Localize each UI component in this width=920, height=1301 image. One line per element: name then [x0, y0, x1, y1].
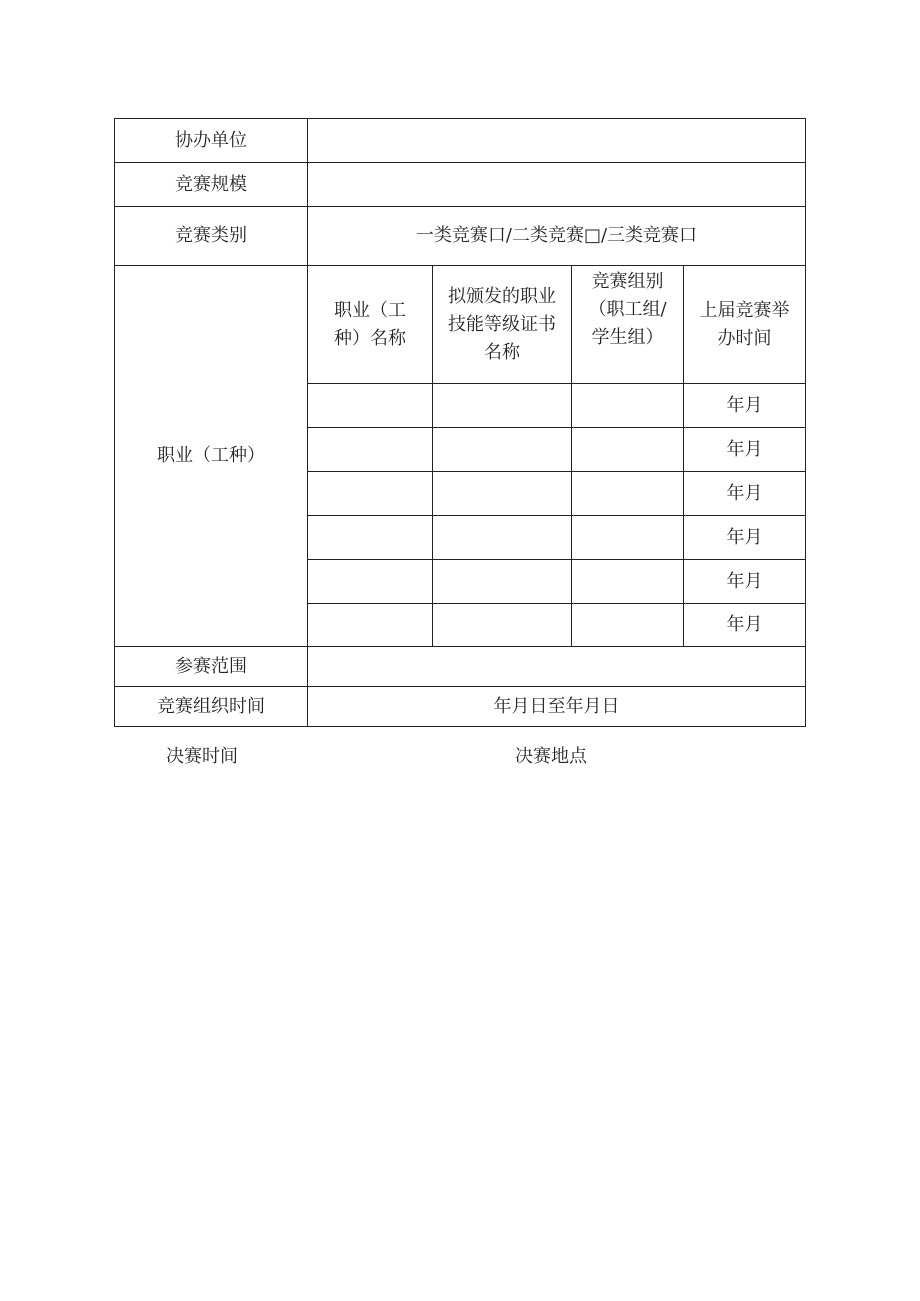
- header-line: 拟颁发的职业: [448, 285, 556, 307]
- last-time-cell[interactable]: 年月: [684, 604, 806, 647]
- certificate-cell[interactable]: [433, 560, 572, 604]
- header-line: 办时间: [717, 327, 772, 349]
- group-cell[interactable]: [572, 472, 684, 516]
- header-occupation-name: [308, 266, 433, 384]
- header-last-competition-time: [684, 266, 806, 384]
- certificate-cell[interactable]: [433, 516, 572, 560]
- last-time-cell[interactable]: 年月: [684, 560, 806, 604]
- co-organizer-label: 协办单位: [115, 119, 308, 163]
- organize-time-field[interactable]: 年月日至年月日: [308, 687, 806, 727]
- occupation-name-cell[interactable]: [308, 472, 433, 516]
- category-row: [115, 207, 806, 266]
- co-organizer-field[interactable]: [308, 119, 806, 163]
- header-line: 名称: [484, 341, 520, 363]
- group-cell[interactable]: [572, 428, 684, 472]
- competition-form-table: [114, 118, 806, 727]
- certificate-cell[interactable]: [433, 384, 572, 428]
- occupation-name-cell[interactable]: [308, 384, 433, 428]
- occupation-name-cell[interactable]: [308, 516, 433, 560]
- final-time-label: 决赛时间: [166, 746, 238, 767]
- last-time-cell[interactable]: 年月: [684, 516, 806, 560]
- header-line: （职工组/: [588, 299, 667, 320]
- scale-row: [115, 163, 806, 207]
- scope-label: 参赛范围: [115, 647, 308, 687]
- header-certificate-name: [433, 266, 572, 384]
- scope-row: [115, 647, 806, 687]
- header-competition-group: [572, 266, 684, 384]
- group-cell[interactable]: [572, 560, 684, 604]
- scale-label: 竞赛规模: [115, 163, 308, 207]
- header-line: 技能等级证书: [448, 313, 556, 335]
- occupation-name-cell[interactable]: [308, 604, 433, 647]
- header-line: 上届竞赛举: [699, 299, 790, 321]
- certificate-cell[interactable]: [433, 604, 572, 647]
- header-line: 竞赛组别: [591, 271, 664, 292]
- final-place-label: 决赛地点: [515, 746, 587, 767]
- header-line: 学生组）: [591, 327, 664, 348]
- header-line: 职业（工: [334, 299, 406, 321]
- group-cell[interactable]: [572, 384, 684, 428]
- header-line: 种）名称: [334, 327, 406, 349]
- occupation-name-cell[interactable]: [308, 428, 433, 472]
- co-organizer-row: [115, 119, 806, 163]
- organize-time-row: [115, 687, 806, 727]
- last-time-cell[interactable]: 年月: [684, 384, 806, 428]
- occupation-label: 职业（工种）: [115, 266, 308, 647]
- scale-field[interactable]: [308, 163, 806, 207]
- category-label: 竞赛类别: [115, 207, 308, 266]
- organize-time-label: 竞赛组织时间: [115, 687, 308, 727]
- certificate-cell[interactable]: [433, 428, 572, 472]
- group-cell[interactable]: [572, 516, 684, 560]
- group-cell[interactable]: [572, 604, 684, 647]
- category-options[interactable]: 一类竞赛口/二类竞赛□/三类竞赛口: [308, 207, 806, 266]
- occupation-name-cell[interactable]: [308, 560, 433, 604]
- scope-field[interactable]: [308, 647, 806, 687]
- last-time-cell[interactable]: 年月: [684, 472, 806, 516]
- occupation-header-row: [115, 266, 806, 384]
- last-time-cell[interactable]: 年月: [684, 428, 806, 472]
- certificate-cell[interactable]: [433, 472, 572, 516]
